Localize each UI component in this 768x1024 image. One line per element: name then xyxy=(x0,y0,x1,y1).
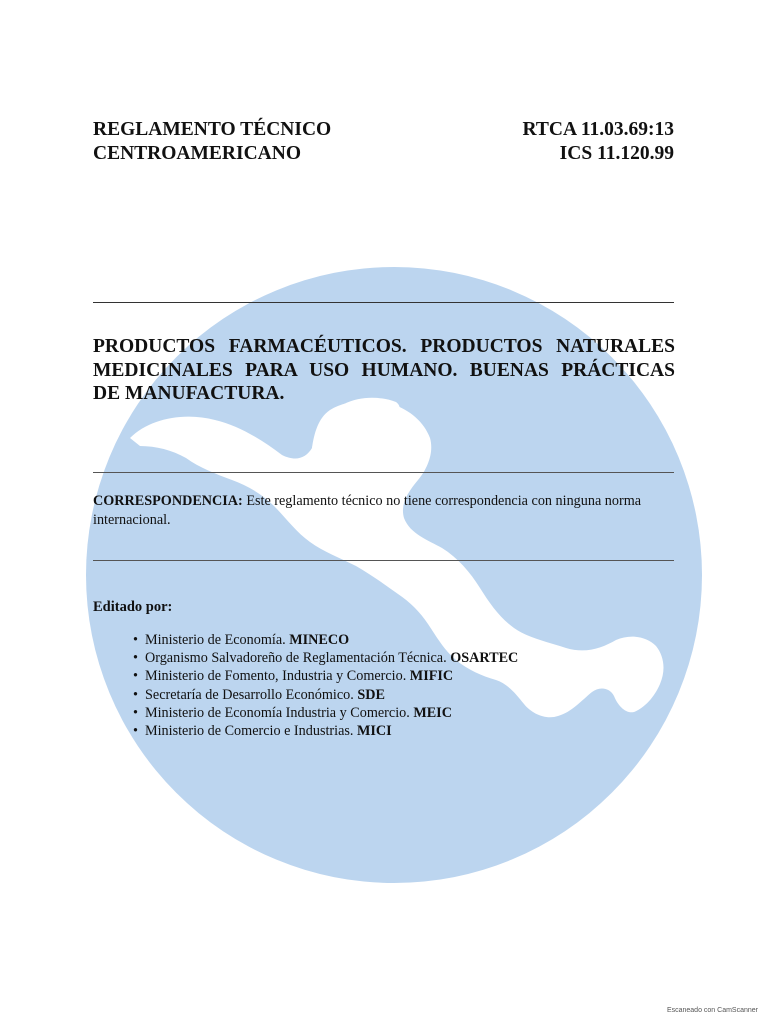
title-line-2: MEDICINALES PARA USO HUMANO. BUENAS PRÁCTICAS xyxy=(93,359,675,381)
org-name: Ministerio de Economía. xyxy=(145,632,290,648)
org-acronym: MICI xyxy=(356,723,392,740)
header-left-block xyxy=(93,118,331,166)
org-acronym: OSARTEC xyxy=(450,650,519,667)
bullet: • xyxy=(133,704,138,721)
correspondence-text: Este reglamento técnico no tiene correspondencia con ninguna norma internacional. xyxy=(93,493,642,528)
list-item xyxy=(133,649,518,667)
header-left-line1: REGLAMENTO TÉCNICO xyxy=(93,119,332,140)
document-code: RTCA 11.03.69:13 xyxy=(522,119,674,140)
editing-organizations-list xyxy=(133,631,518,740)
title-line-1: PRODUCTOS FARMACÉUTICOS. PRODUCTOS NATURALES xyxy=(93,336,675,357)
org-name: Organismo Salvadoreño de Reglamentación Técnica. xyxy=(145,650,451,667)
header-right-block xyxy=(522,118,674,166)
org-name: Ministerio de Economía Industria y Comercio. xyxy=(145,704,414,721)
list-item xyxy=(133,686,518,704)
scanner-watermark-text: Escaneado con CamScanner xyxy=(666,1007,758,1014)
divider-top xyxy=(93,302,674,303)
org-name: Ministerio de Fomento, Industria y Comercio. xyxy=(145,668,410,685)
bullet: • xyxy=(133,632,138,648)
ics-code: ICS 11.120.99 xyxy=(559,143,674,164)
bullet: • xyxy=(133,668,138,685)
title-line-3: DE MANUFACTURA. xyxy=(93,383,285,404)
org-acronym: SDE xyxy=(357,686,385,703)
list-item xyxy=(133,704,518,722)
list-item xyxy=(133,722,518,740)
org-name: Secretaría de Desarrollo Económico. xyxy=(145,686,358,703)
correspondence-label: CORRESPONDENCIA: xyxy=(93,493,243,509)
bullet: • xyxy=(133,723,138,740)
bullet: • xyxy=(133,650,138,667)
bullet: • xyxy=(133,686,138,703)
list-item xyxy=(133,631,518,649)
document-title xyxy=(93,335,675,406)
divider-lower xyxy=(93,560,674,561)
org-acronym: MIFIC xyxy=(409,668,454,685)
list-item xyxy=(133,667,518,685)
divider-middle xyxy=(93,472,674,473)
org-name: Ministerio de Comercio e Industrias. xyxy=(145,723,357,740)
org-acronym: MEIC xyxy=(413,704,452,721)
header-left-line2: CENTROAMERICANO xyxy=(93,143,302,164)
edited-by-label: Editado por: xyxy=(93,599,173,615)
org-acronym: MINECO xyxy=(289,632,350,648)
correspondence-paragraph xyxy=(93,492,675,530)
